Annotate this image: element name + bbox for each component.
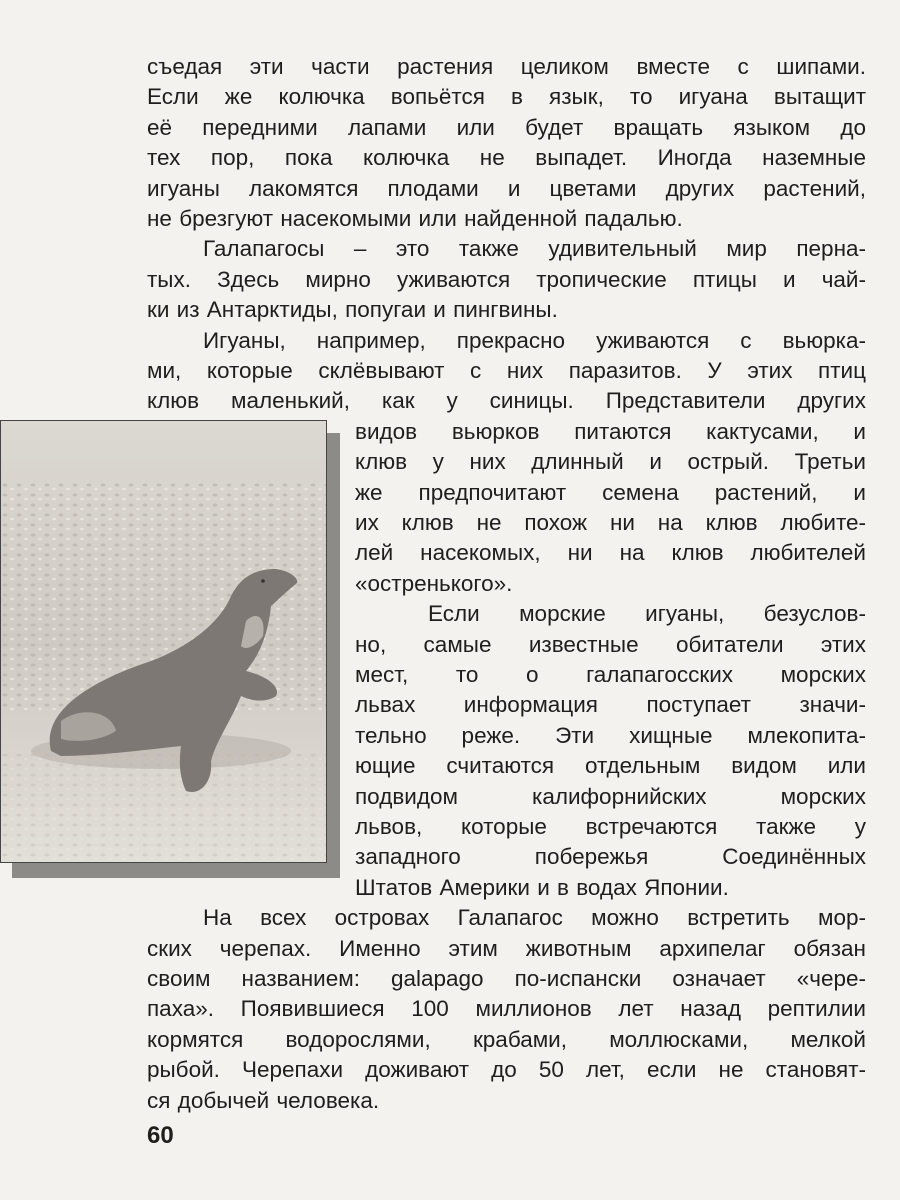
text-line: игуаны лакомятся плодами и цветами других растений, [147, 175, 866, 201]
text-line: рыбой. Черепахи доживают до 50 лет, если не становят- [147, 1057, 866, 1083]
text-line: Штатов Америки и в водах Японии. [355, 874, 729, 900]
text-line: западного побережья Соединённых [355, 844, 866, 870]
text-line: тех пор, пока колючка не выпадет. Иногда наземные [147, 145, 866, 171]
text-line: ющие считаются отдельным видом или [355, 753, 866, 779]
text-line: съедая эти части растения целиком вместе с шипами. [147, 54, 866, 79]
text-line: клюв у них длинный и острый. Третьи [355, 449, 866, 475]
text-line: «остренького». [355, 570, 513, 596]
text-line: не брезгуют насекомыми или найденной падалью. [147, 206, 683, 231]
text-line: тельно реже. Эти хищные млекопита- [355, 722, 866, 748]
text-line: львов, которые встречаются также у [355, 814, 866, 839]
text-line: лей насекомых, ни на клюв любителей [355, 540, 866, 566]
text-line: львах информация поступает значи- [355, 692, 866, 718]
text-line: её передними лапами или будет вращать языком до [147, 114, 866, 140]
sea-lion-photo [0, 420, 327, 863]
text-line: ки из Антарктиды, попугаи и пингвины. [147, 297, 558, 323]
text-line: ских черепах. Именно этим животным архипелаг обязан [147, 935, 866, 961]
text-line: их клюв не похож ни на клюв любите- [355, 510, 866, 535]
text-line: ми, которые склёвывают с них паразитов. У этих птиц [147, 358, 866, 383]
text-line: Если же колючка вопьётся в язык, то игуана вытащит [147, 84, 866, 110]
text-line: видов вьюрков питаются кактусами, и [355, 418, 866, 444]
sea-lion-image [0, 420, 327, 863]
text-line: Галапагосы – это также удивительный мир перна- [203, 236, 866, 262]
text-line: клюв маленький, как у синицы. Представители других [147, 388, 866, 414]
text-line: кормятся водорослями, крабами, моллюсками, мелкой [147, 1026, 866, 1052]
text-line: Игуаны, например, прекрасно уживаются с вьюрка- [203, 327, 866, 353]
text-line: мест, то о галапагосских морских [355, 662, 866, 687]
text-line: паха». Появившиеся 100 миллионов лет назад рептилии [147, 996, 866, 1022]
text-line: тых. Здесь мирно уживаются тропические птицы и чай- [147, 266, 866, 292]
text-line: На всех островах Галапагос можно встретить мор- [203, 905, 866, 931]
page-number: 60 [147, 1122, 174, 1149]
text-line: своим названием: galapago по-испански означает «чере- [147, 966, 866, 991]
text-line: Если морские игуаны, безуслов- [428, 601, 866, 627]
text-line: подвидом калифорнийских морских [355, 783, 866, 809]
text-line: же предпочитают семена растений, и [355, 479, 866, 505]
text-line: ся добычей человека. [147, 1087, 380, 1113]
text-line: но, самые известные обитатели этих [355, 631, 866, 657]
